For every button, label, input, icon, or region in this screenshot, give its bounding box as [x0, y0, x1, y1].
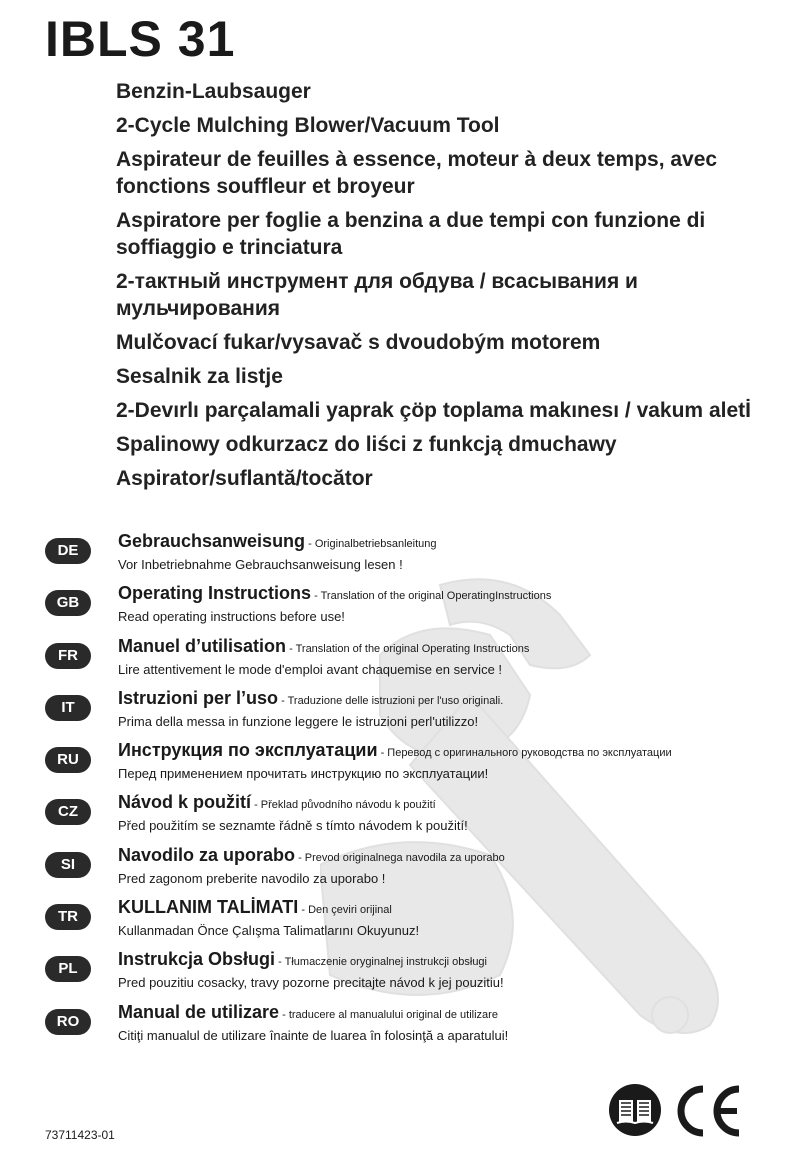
language-entry-gb [45, 582, 745, 634]
product-title-ru: 2-тактный инструмент для обдува / всасывания и мульчирования [116, 270, 638, 320]
manual-title: Manual de utilizare [118, 1001, 280, 1022]
language-badge: FR [45, 643, 91, 669]
product-title-de: Benzin-Laubsauger [116, 80, 311, 103]
language-badge: CZ [45, 799, 91, 825]
product-title-fr: Aspirateur de feuilles à essence, moteur à deux temps, avec fonctions souffleur et broyeur [116, 148, 718, 198]
product-title-ro: Aspirator/suflantă/tocător [116, 467, 373, 490]
language-entry-si [45, 844, 745, 896]
manual-subtitle: - Prevod originalnega navodila za uporabo [295, 851, 505, 864]
language-badge: IT [45, 695, 91, 721]
manual-instruction: Prima della messa in funzione leggere le istruzioni perl'utilizzo! [118, 713, 479, 729]
product-title-cz: Mulčovací fukar/vysavač s dvoudobým motorem [116, 331, 601, 354]
manual-title: KULLANIM TALİMATI [118, 897, 299, 918]
language-badge: RU [45, 747, 91, 773]
language-badge: TR [45, 904, 91, 930]
product-title-it: Aspiratore per foglie a benzina a due tempi con funzione di soffiaggio e trinciatura [116, 209, 706, 259]
product-title-gb: 2-Cycle Mulching Blower/Vacuum Tool [116, 114, 500, 137]
manual-instruction: Pred zagonom preberite navodilo za uporabo ! [118, 870, 386, 886]
language-list [45, 530, 745, 1053]
manual-instruction: Read operating instructions before use! [118, 609, 345, 625]
manual-title: Manuel d’utilisation [118, 635, 287, 656]
manual-title: Navodilo za uporabo [118, 844, 296, 865]
manual-title: Operating Instructions [118, 583, 312, 604]
language-badge: PL [45, 956, 91, 982]
manual-subtitle: - traducere al manualului original de utilizare [279, 1008, 498, 1021]
product-title-pl: Spalinowy odkurzacz do liści z funkcją dmuchawy [116, 433, 617, 456]
language-entry-cz [45, 791, 745, 843]
model-title: IBLS 31 [45, 11, 236, 67]
manual-title: Gebrauchsanweisung [118, 531, 306, 551]
manual-instruction: Vor Inbetriebnahme Gebrauchsanweisung lesen ! [118, 557, 403, 572]
language-badge: RO [45, 1009, 91, 1035]
manual-title: Instrukcja Obsługi [118, 949, 276, 970]
manual-instruction: Citiţi manualul de utilizare înainte de luarea în folosinţă a aparatului! [118, 1027, 509, 1043]
manual-subtitle: - Překlad původního návodu k použití [251, 799, 436, 812]
language-badge: SI [45, 852, 91, 878]
manual-subtitle: - Traduzione delle istruzioni per l'uso originali. [278, 694, 504, 707]
document-number: 73711423-01 [45, 1128, 115, 1142]
language-entry-ru [45, 739, 745, 791]
manual-subtitle: - Tłumaczenie oryginalnej instrukcji obsługi [275, 956, 487, 969]
language-entry-it [45, 687, 745, 739]
language-entry-de [45, 530, 745, 582]
ce-mark-icon [673, 1083, 743, 1139]
manual-subtitle: - Translation of the original Operating Instructions [286, 642, 530, 655]
manual-title: Istruzioni per l’uso [118, 687, 279, 708]
language-entry-pl [45, 948, 745, 1000]
manual-subtitle: - Перевод с оригинального руководства по эксплуатации [377, 747, 672, 760]
manual-title: Návod k použití [118, 792, 252, 813]
manual-subtitle: - Den çeviri orijinal [298, 904, 392, 917]
language-entry-ro [45, 1001, 745, 1053]
manual-subtitle: - Translation of the original OperatingInstructions [311, 590, 552, 603]
language-entry-tr [45, 896, 745, 948]
read-manual-icon [608, 1083, 662, 1137]
manual-instruction: Kullanmadan Önce Çalışma Talimatlarını Okuyunuz! [118, 923, 420, 939]
product-titles [116, 78, 776, 499]
manual-subtitle: - Originalbetriebsanleitung [305, 538, 437, 550]
manual-instruction: Pred pouzitiu cosacky, travy pozorne precitajte návod k jej pouzitiu! [118, 975, 504, 991]
language-badge: DE [45, 538, 91, 564]
manual-title: Инструкция по эксплуатации [118, 740, 378, 761]
language-entry-fr [45, 635, 745, 687]
manual-instruction: Перед применением прочитать инструкцию по эксплуатации! [118, 766, 489, 782]
manual-instruction: Před použitím se seznamte řádně s tímto návodem k použití! [118, 818, 468, 834]
product-title-tr: 2-Devırlı parçalamali yaprak çöp toplama makınesı / vakum aletİ [116, 399, 751, 422]
product-title-si: Sesalnik za listje [116, 365, 283, 388]
manual-instruction: Lire attentivement le mode d'emploi avant chaquemise en service ! [118, 661, 503, 677]
language-badge: GB [45, 590, 91, 616]
